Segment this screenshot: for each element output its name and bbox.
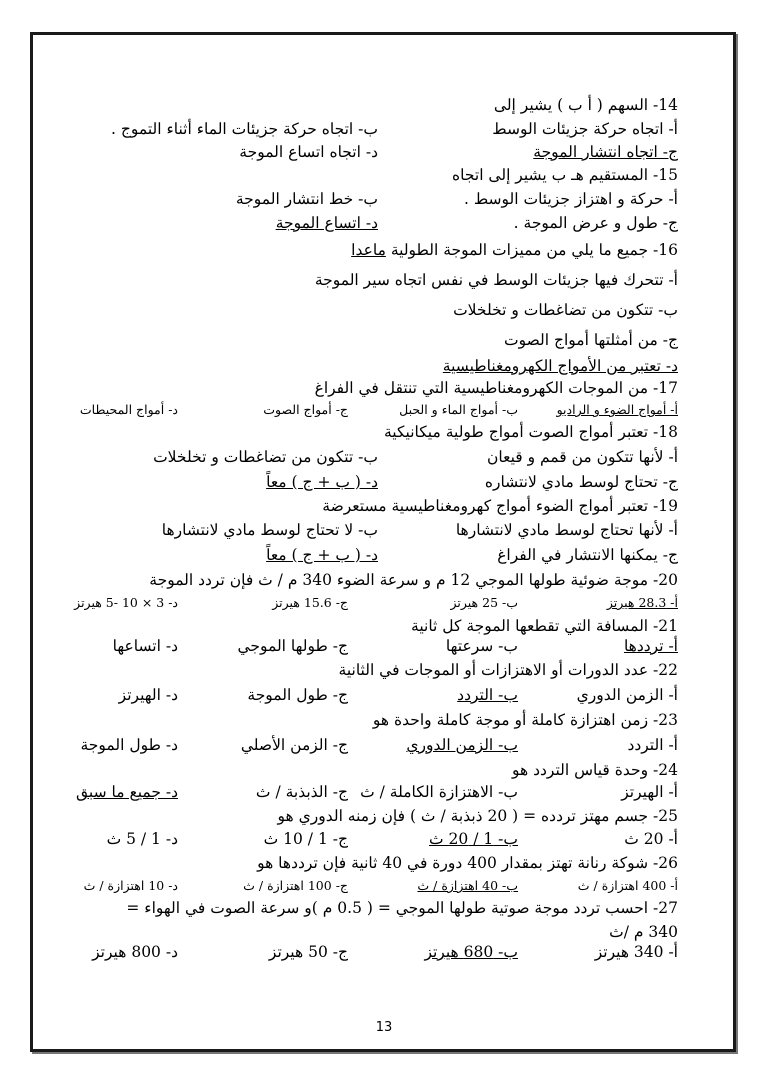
line-text: 340 م /ث (609, 923, 678, 941)
emphasis-text: ماعدا (351, 241, 386, 259)
line-text: 22- عدد الدورات أو الاهتزازات أو الموجات في الثانية (338, 661, 678, 679)
option: ج- الذبذبة / ث (255, 783, 348, 801)
line-text: 15- المستقيم هـ ب يشير إلى اتجاه (452, 166, 678, 184)
option: د- جميع ما سبق (75, 783, 178, 801)
option: ج- اتجاه انتشار الموجة (533, 143, 678, 161)
option: أ- لأنها تتكون من قمم و قيعان (486, 448, 678, 466)
option: د- اتجاه اتساع الموجة (239, 143, 378, 161)
option: ج- طول الموجة (247, 686, 348, 704)
question-line (110, 570, 678, 590)
line-text: 24- وحدة قياس التردد هو (512, 761, 678, 779)
line-text: أ- تتحرك فيها جزيئات الوسط في نفس اتجاه سير الموجة (314, 271, 678, 289)
line-text: د- تعتبر من الأمواج الكهرومغناطيسية (442, 357, 678, 375)
question-line (110, 270, 678, 290)
option: ج- أمواج الصوت (263, 402, 348, 417)
question-line (110, 330, 678, 350)
option: ج- الزمن الأصلي (240, 736, 348, 754)
question-line (110, 710, 678, 730)
option: أ- 20 ث (624, 830, 678, 848)
line-text: 23- زمن اهتزازة كاملة أو موجة كاملة واحدة هو (372, 711, 678, 729)
option: ب- لا تحتاج لوسط مادي لانتشارها (161, 521, 378, 539)
line-text: 27- احسب تردد موجة صوتية طولها الموجي = ( 0.5 م )و سرعة الصوت في الهواء = (126, 899, 678, 917)
question-line (110, 922, 678, 942)
option: أ- الهيرتز (621, 783, 678, 801)
line-text: ب- تتكون من تضاغطات و تخلخلات (453, 301, 678, 319)
option: ب- التردد (457, 686, 518, 704)
line-text: 19- تعتبر أمواج الضوء أمواج كهرومغناطيسية مستعرضة (322, 497, 678, 515)
line-text: 25- جسم مهتز تردده = ( 20 ذبذبة / ث ) فإن زمنه الدوري هو (277, 807, 678, 825)
line-text: 17- من الموجات الكهرومغناطيسية التي تنتقل في الفراغ (314, 379, 678, 397)
option: ب- تتكون من تضاغطات و تخلخلات (153, 448, 378, 466)
option: د- أمواج المحيطات (79, 402, 178, 417)
option: أ- 28.3 هيرتز (606, 595, 678, 610)
option: د- ( ب + ج ) معاً (266, 546, 378, 564)
page-number: 13 (375, 1020, 393, 1035)
line-text: 21- المسافة التي تقطعها الموجة كل ثانية (411, 617, 678, 635)
option: أ- 340 هيرتز (594, 943, 678, 961)
option: أ- حركة و اهتزاز جزيئات الوسط . (463, 190, 678, 208)
option: أ- اتجاه حركة جزيئات الوسط (492, 120, 678, 138)
line-text: 26- شوكة رنانة تهتز بمقدار 400 دورة في 40 ثانية فإن ترددها هو (257, 854, 678, 872)
option: د- اتساع الموجة (275, 214, 378, 232)
question-line (110, 300, 678, 320)
option: د- طول الموجة (80, 736, 178, 754)
option: د- 800 هيرتز (92, 943, 178, 961)
option: ج- 1 / 10 ث (263, 830, 348, 848)
option: أ- الزمن الدوري (576, 686, 678, 704)
question-line (110, 422, 678, 442)
option: ب- الاهتزازة الكاملة / ث (360, 783, 518, 801)
option: أ- 400 اهتزازة / ث (577, 878, 678, 893)
question-line (110, 616, 678, 636)
option: ج- طول و عرض الموجة . (513, 214, 678, 232)
line-text: 16- جميع ما يلي من مميزات الموجة الطولية (390, 241, 678, 259)
option: ب- 1 / 20 ث (429, 830, 518, 848)
option: د- اتساعها (112, 637, 178, 655)
question-line (110, 806, 678, 826)
question-line (110, 898, 678, 918)
question-line (110, 496, 678, 516)
option: أ- ترددها (623, 637, 678, 655)
option: ب- الزمن الدوري (406, 736, 518, 754)
option: ج- 100 اهتزازة / ث (243, 878, 348, 893)
option: د- ( ب + ج ) معاً (266, 473, 378, 491)
question-line (110, 378, 678, 398)
option: د- 3 × 10 -5 هيرتز (74, 595, 178, 610)
option: ج- طولها الموجي (237, 637, 348, 655)
option: ب- اتجاه حركة جزيئات الماء أثناء التموج . (111, 120, 378, 138)
option: ب- 680 هيرتز (424, 943, 518, 961)
question-line (110, 853, 678, 873)
line-text: 14- السهم ( أ ب ) يشير إلى (493, 96, 678, 114)
question-line (110, 95, 678, 115)
option: د- 10 اهتزازة / ث (83, 878, 178, 893)
line-text: 18- تعتبر أمواج الصوت أمواج طولية ميكانيكية (383, 423, 678, 441)
option: ب- 25 هيرتز (450, 595, 518, 610)
line-text: 20- موجة ضوئية طولها الموجي 12 م و سرعة الضوء 340 م / ث فإن تردد الموجة (149, 571, 678, 589)
line-text: ج- من أمثلتها أمواج الصوت (503, 331, 678, 349)
option: ب- خط انتشار الموجة (235, 190, 378, 208)
option: أ- أمواج الضوء و الراديو (556, 402, 678, 417)
option: ب- سرعتها (445, 637, 518, 655)
option: ج- يمكنها الانتشار في الفراغ (497, 546, 678, 564)
question-line (110, 356, 678, 376)
option: د- الهيرتز (118, 686, 178, 704)
option: أ- لأنها تحتاج لوسط مادي لانتشارها (455, 521, 678, 539)
question-line (110, 760, 678, 780)
option: ب- 40 اهتزازة / ث (417, 878, 518, 893)
option: ج- 15.6 هيرتز (272, 595, 348, 610)
option: أ- التردد (627, 736, 678, 754)
question-line (110, 240, 678, 260)
question-line (110, 660, 678, 680)
option: ج- تحتاج لوسط مادي لانتشاره (484, 473, 678, 491)
question-line (110, 165, 678, 185)
option: ب- أمواج الماء و الحبل (399, 402, 518, 417)
option: د- 1 / 5 ث (106, 830, 178, 848)
option: ج- 50 هيرتز (268, 943, 348, 961)
